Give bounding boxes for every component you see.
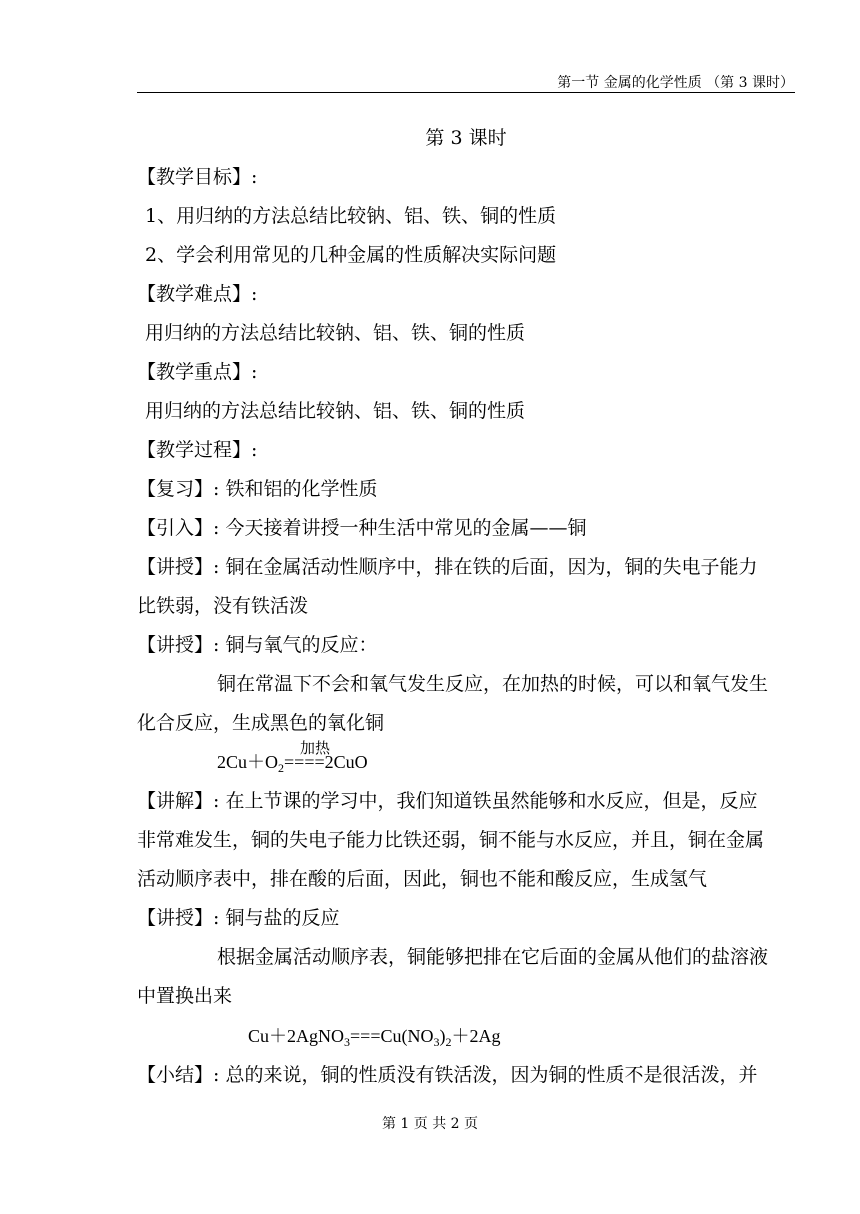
objective-1: 1、用归纳的方法总结比较钠、铝、铁、铜的性质 xyxy=(145,205,557,227)
explain-line-3: 活动顺序表中，排在酸的后面，因此，铜也不能和酸反应，生成氢气 xyxy=(137,868,708,890)
equation-2-sub-1: 3 xyxy=(344,1035,351,1049)
lesson-title: 第 3 课时 xyxy=(425,127,507,149)
equation-copper-oxygen xyxy=(217,750,368,774)
difficulty-text: 用归纳的方法总结比较钠、铝、铁、铜的性质 xyxy=(145,322,526,344)
process-heading: 【教学过程】: xyxy=(137,439,258,461)
equation-2-part-1: Cu＋2AgNO xyxy=(248,1026,345,1046)
lecture-copper-salt-heading: 【讲授】: 铜与盐的反应 xyxy=(137,907,340,929)
equation-1-arrow: ==== xyxy=(284,752,325,772)
explain-line-2: 非常难发生，铜的失电子能力比铁还弱，铜不能与水反应，并且，铜在金属 xyxy=(137,829,765,851)
objectives-heading: 【教学目标】: xyxy=(137,166,258,188)
lecture-copper-activity-line-2: 比铁弱，没有铁活泼 xyxy=(137,595,309,617)
lecture-copper-activity-line-1: 【讲授】: 铜在金属活动性顺序中，排在铁的后面，因为，铜的失电子能力 xyxy=(137,556,758,578)
review-line: 【复习】: 铁和铝的化学性质 xyxy=(137,478,378,500)
page-footer: 第 1 页 共 2 页 xyxy=(381,1116,479,1132)
explain-line-1: 【讲解】: 在上节课的学习中，我们知道铁虽然能够和水反应，但是，反应 xyxy=(137,790,758,812)
equation-1-right: 2CuO xyxy=(324,752,368,772)
keypoint-heading: 【教学重点】: xyxy=(137,361,258,383)
equation-2-sub-2: 3 xyxy=(433,1035,440,1049)
intro-line: 【引入】: 今天接着讲授一种生活中常见的金属——铜 xyxy=(137,517,587,539)
equation-copper-silver-nitrate xyxy=(248,1024,500,1048)
equation-2-part-3: ) xyxy=(439,1026,446,1046)
salt-paragraph-line-2: 中置换出来 xyxy=(137,985,233,1007)
difficulty-heading: 【教学难点】: xyxy=(137,283,258,305)
oxygen-paragraph-line-2: 化合反应，生成黑色的氧化铜 xyxy=(137,712,385,734)
objective-2: 2、学会利用常见的几种金属的性质解决实际问题 xyxy=(145,244,557,266)
oxygen-paragraph-line-1: 铜在常温下不会和氧气发生反应，在加热的时候，可以和氧气发生 xyxy=(217,673,769,695)
summary-line-1: 【小结】: 总的来说，铜的性质没有铁活泼，因为铜的性质不是很活泼，并 xyxy=(137,1064,758,1086)
equation-1-condition: 加热 xyxy=(300,739,331,757)
running-header: 第一节 金属的化学性质 （第 3 课时） xyxy=(557,75,794,91)
equation-2-part-4: ＋2Ag xyxy=(451,1026,501,1046)
equation-2-sub-3: 2 xyxy=(445,1035,452,1049)
equation-1-left: 2Cu＋O xyxy=(217,752,279,772)
equation-1-left-sub: 2 xyxy=(278,761,285,775)
lecture-copper-oxygen-heading: 【讲授】: 铜与氧气的反应： xyxy=(137,634,378,656)
header-rule xyxy=(137,92,795,93)
salt-paragraph-line-1: 根据金属活动顺序表，铜能够把排在它后面的金属从他们的盐溶液 xyxy=(217,946,769,968)
equation-2-part-2: ===Cu(NO xyxy=(350,1026,434,1046)
keypoint-text: 用归纳的方法总结比较钠、铝、铁、铜的性质 xyxy=(145,400,526,422)
